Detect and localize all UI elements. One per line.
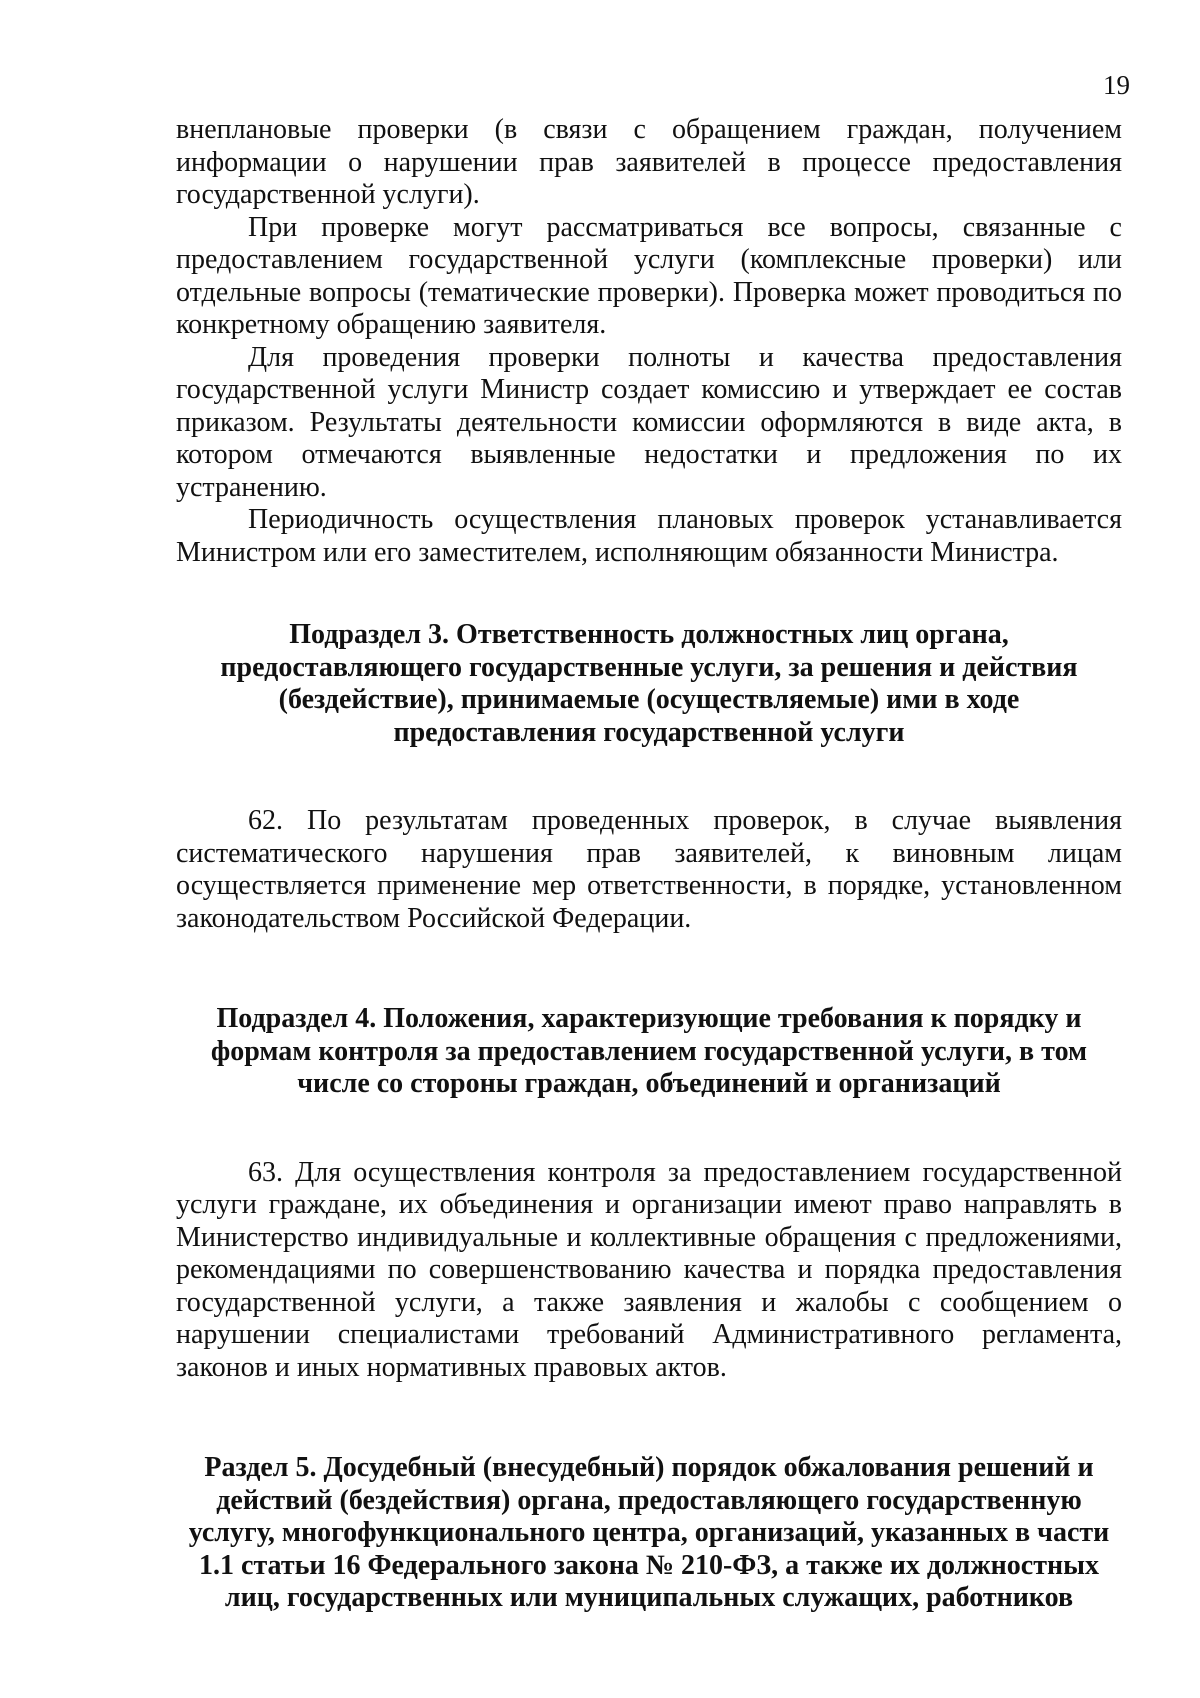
paragraph-periodicity: Периодичность осуществления плановых проверок устанавливается Министром или его заместителем, исполняющим обязанности Министра. xyxy=(176,504,1122,568)
paragraph-unscheduled-inspections: внеплановые проверки (в связи с обращением граждан, получением информации о нарушении прав заявителей в процессе предоставления государственной услуги). xyxy=(176,114,1122,210)
subsection-3-heading: Подраздел 3. Ответственность должностных лиц органа, предоставляющего государственные услуги, за решения и действия (бездействие), принимаемые (осуществляемые) ими в ходе предоставления государственной услуги xyxy=(220,619,1078,748)
subsection-4-heading: Подраздел 4. Положения, характеризующие требования к порядку и формам контроля за предоставлением государственной услуги, в том числе со стороны граждан, объединений и организаций xyxy=(210,1003,1088,1099)
paragraph-commission: Для проведения проверки полноты и качества предоставления государственной услуги Министр создает комиссию и утверждает ее состав приказом. Результаты деятельности комиссии оформляются в виде акта, в котором отмечаются выявленные недостатки и предложения по их устранению. xyxy=(176,341,1122,503)
page-number: 19 xyxy=(1103,70,1130,100)
paragraph-62: 62. По результатам проведенных проверок, в случае выявления систематического нарушения прав заявителей, к виновным лицам осуществляется применение мер ответственности, в порядке, установленном законодательством Российской Федерации. xyxy=(176,805,1122,934)
page-content xyxy=(176,114,1122,1615)
section-5-heading: Раздел 5. Досудебный (внесудебный) порядок обжалования решений и действий (бездействия) органа, предоставляющего государственную услугу, многофункционального центра, организаций, указанных в части 1.1 статьи 16 Федерального закона № 210-ФЗ, а также их должностных лиц, государственных или муниципальных служащих, работников xyxy=(188,1452,1110,1613)
paragraph-63: 63. Для осуществления контроля за предоставлением государственной услуги граждане, их объединения и организации имеют право направлять в Министерство индивидуальные и коллективные обращения с предложениями, рекомендациями по совершенствованию качества и порядка предоставления государственной услуги, а также заявления и жалобы с сообщением о нарушении специалистами требований Административного регламента, законов и иных нормативных правовых актов. xyxy=(176,1156,1122,1383)
paragraph-inspection-scope: При проверке могут рассматриваться все вопросы, связанные с предоставлением государственной услуги (комплексные проверки) или отдельные вопросы (тематические проверки). Проверка может проводиться по конкретному обращению заявителя. xyxy=(176,211,1122,340)
